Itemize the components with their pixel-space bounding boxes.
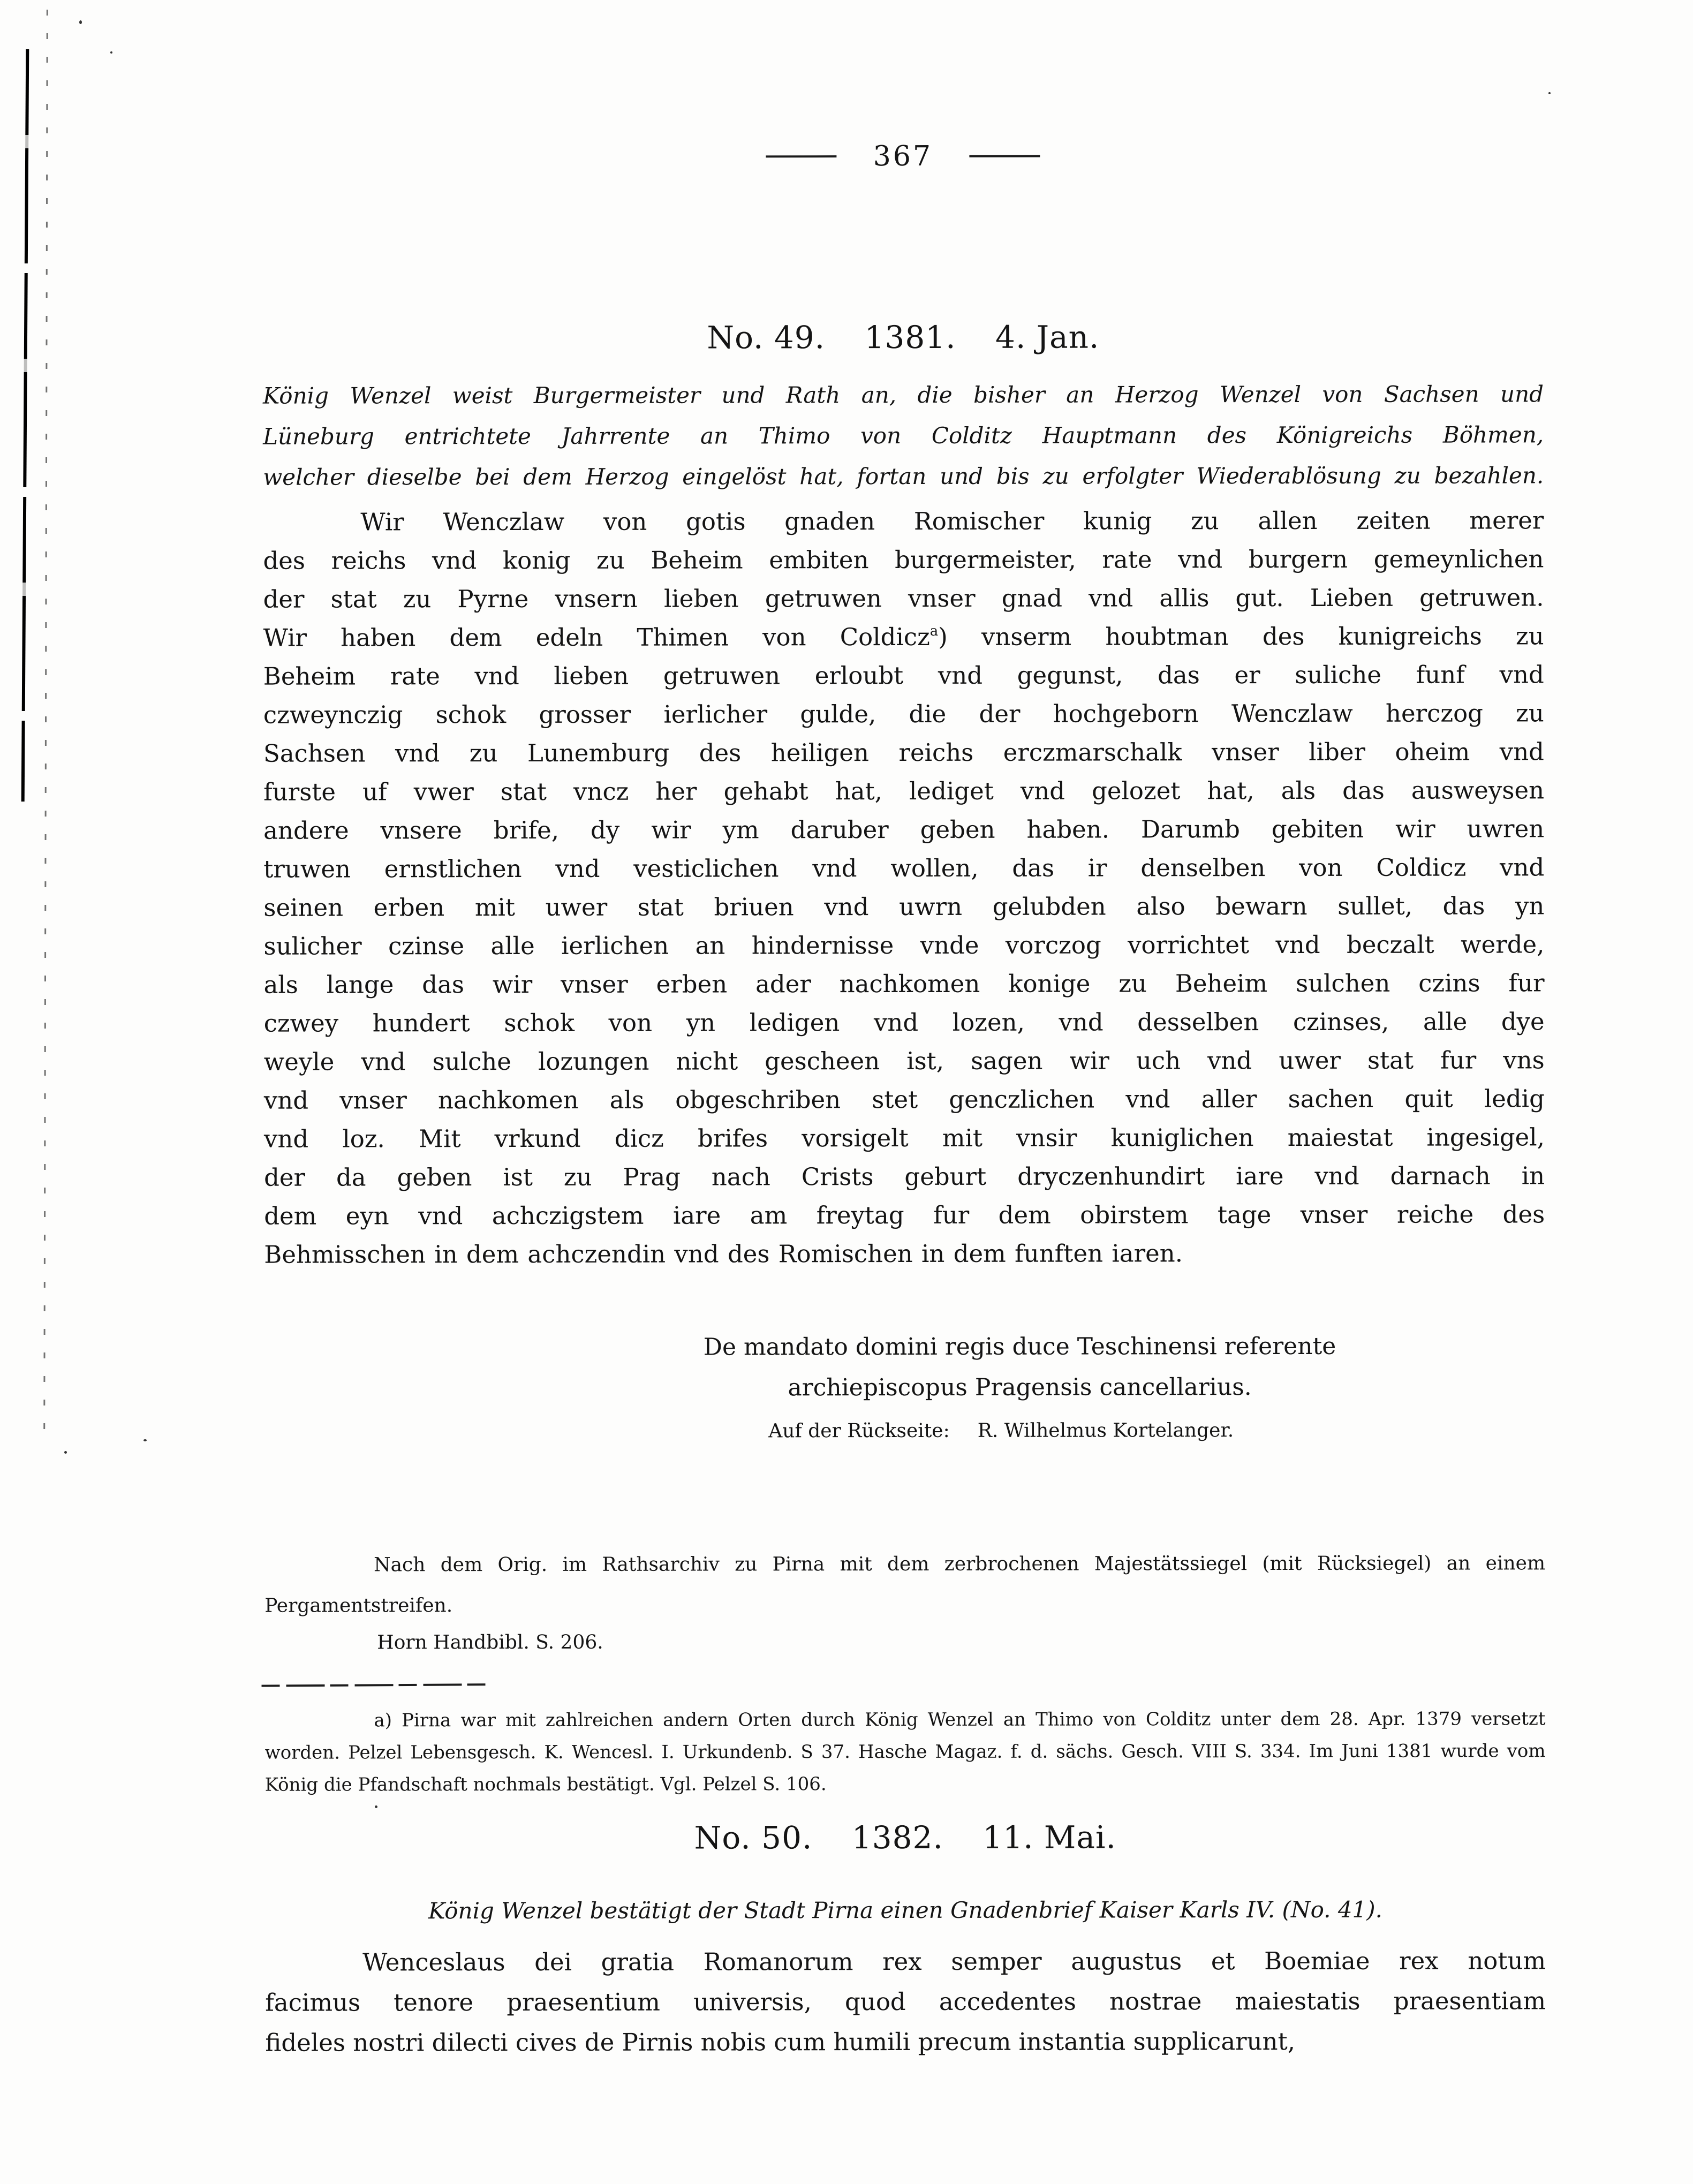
footnote-line: worden. Pelzel Lebensgesch. K. Wencesl. I. Urkundenb. S 37. Hasche Magaz. f. d. sächs. Gesch. VIII S. 334. Im Juni 1381 wurde vom [264,1740,1546,1764]
provenance-line-2: Pergamentstreifen. [264,1594,453,1617]
scan-speck [110,51,112,54]
doc50-body-line: facimus tenore praesentium universis, quod accedentes nostrae maiestatis praesentiam [265,1986,1546,2017]
doc49-body-line: als lange das wir vnser erben ader nachkomen konige zu Beheim sulchen czins fur [263,969,1545,999]
doc50-heading [265,1818,1546,1856]
doc49-summary-line: welcher dieselbe bei dem Herzog eingelöst hat, fortan und bis zu erfolgter Wiederablösung zu bezahlen. [263,462,1544,490]
doc49-body-line: vnd vnser nachkomen als obgeschriben stet genczlichen vnd aller sachen quit ledig [263,1084,1545,1115]
doc49-heading-year: 1381. [864,319,956,356]
doc49-footnote [264,1703,1545,1801]
doc49-heading-no: No. 49. [707,319,826,356]
page-header [262,139,1543,173]
doc49-body-line: der stat zu Pyrne vnsern lieben getruwen vnser gnad vnd allis gut. Lieben getruwen. [263,583,1544,614]
scan-artifact-line [21,49,29,802]
footnote-line: König die Pfandschaft nochmals bestätigt. Vgl. Pelzel S. 106. [264,1773,827,1796]
doc49-body-line-footnote-ref [263,617,1544,657]
scan-speck [1548,92,1551,94]
doc50-body-line: fideles nostri dilecti cives de Pirnis nobis cum humili precum instantia supplicarunt, [265,2027,1296,2057]
doc50-summary-line: König Wenzel bestätigt der Stadt Pirna einen Gnadenbrief Kaiser Karls IV. (No. 41). [428,1896,1383,1924]
doc49-body-line: der da geben ist zu Prag nach Crists geburt dryczenhundirt iare vnd darnach in [264,1161,1545,1192]
doc49-body-line: czweynczig schok grosser ierlicher gulde, die der hochgeborn Wenczlaw herczog zu [263,699,1544,729]
scan-speck [375,1805,377,1808]
page-content [262,0,1546,2057]
doc49-body-line: furste uf vwer stat vncz her gehabt hat, lediget vnd gelozet hat, als das ausweysen [263,776,1545,806]
doc49-body-line: Behmisschen in dem achczendin vnd des Romischen in dem funften iaren. [264,1239,1183,1269]
doc50-body [265,1940,1546,2062]
scan-speck [79,20,82,24]
scan-speck [64,1451,67,1454]
doc49-body-line: andere vnsere brife, dy wir ym daruber geben haben. Darumb gebiten wir uwren [263,814,1545,845]
doc49-reference-line: Horn Handbibl. S. 206. [377,1631,603,1654]
doc50-heading-year: 1382. [851,1819,943,1856]
coldicz-text-post: ) vnserm houbtman des kunigreichs zu [938,622,1544,651]
doc49-body-line: dem eyn vnd achczigstem iare am freytag fur dem obirstem tage vnser reiche des [264,1200,1545,1230]
doc49-summary-line: Lüneburg entrichtete Jahrrente an Thimo von Colditz Hauptmann des Königreichs Böhmen, [263,421,1544,450]
verso-label: Auf der Rückseite: [768,1419,950,1442]
doc49-body-line: Sachsen vnd zu Lunemburg des heiligen reichs erczmarschalk vnser liber oheim vnd [263,737,1544,768]
doc49-mandato-block [379,1326,1660,1409]
page-number-rule-right [969,155,1040,157]
doc49-body-line: weyle vnd sulche lozungen nicht gescheen ist, sagen wir uch vnd uwer stat fur vns [263,1046,1545,1076]
verso-value: R. Wilhelmus Kortelanger. [977,1419,1234,1442]
doc49-summary [263,374,1544,497]
doc50-heading-no: No. 50. [694,1819,813,1856]
page-number: 367 [873,140,933,173]
mandato-line-2: archiepiscopus Pragensis cancellarius. [788,1373,1252,1402]
footnote-divider-rule [261,1683,490,1687]
doc49-summary-line: König Wenzel weist Burgermeister und Rath an, die bisher an Herzog Wenzel von Sachsen und [262,381,1544,409]
doc49-body-line: Beheim rate vnd lieben getruwen erloubt vnd gegunst, das er suliche funf vnd [263,660,1544,691]
doc49-body-line: czwey hundert schok von yn ledigen vnd lozen, vnd desselben czinses, alle dye [263,1007,1545,1038]
coldicz-text-pre: Wir haben dem edeln Thimen von Coldicz [263,622,930,652]
page-number-rule-left [766,155,837,157]
doc50-body-line: Wenceslaus dei gratia Romanorum rex semper augustus et Boemiae rex notum [362,1946,1546,1977]
doc49-body-line: vnd loz. Mit vrkund dicz brifes vorsigelt mit vnsir kuniglichen maiestat ingesigel, [263,1123,1545,1153]
scan-speck [143,1439,147,1441]
scan-artifact-line [43,10,48,1434]
provenance-line-1: Nach dem Orig. im Rathsarchiv zu Pirna mit dem zerbrochenen Majestätssiegel (mit Rücksiegel) an einem [374,1552,1546,1576]
doc49-body-line: truwen ernstlichen vnd vesticlichen vnd wollen, das ir denselben von Coldicz vnd [263,853,1545,883]
doc50-heading-date: 11. Mai. [982,1819,1116,1856]
footnote-line: a) Pirna war mit zahlreichen andern Orten durch König Wenzel an Thimo von Colditz unter dem 28. Apr. 1379 versetzt [374,1708,1546,1732]
doc49-heading-date: 4. Jan. [995,319,1100,356]
mandato-line-1: De mandato domini regis duce Teschinensi referente [703,1332,1336,1361]
doc49-heading [263,318,1544,356]
doc49-body-line: des reichs vnd konig zu Beheim embiten burgermeister, rate vnd burgern gemeynlichen [263,545,1544,575]
doc49-body-line: sulicher czinse alle ierlichen an hindernisse vnde vorczog vorrichtet vnd beczalt werde, [263,930,1545,961]
footnote-marker: a [929,623,939,639]
doc49-body-line: Wir Wenczlaw von gotis gnaden Romischer kunig zu allen zeiten merer [360,506,1544,536]
doc49-provenance [264,1543,1545,1626]
doc49-body-line: seinen erben mit uwer stat briuen vnd uwrn gelubden also bewarn sullet, das yn [263,891,1545,922]
doc49-body [263,501,1545,1274]
doc49-verso-line [361,1419,1642,1442]
